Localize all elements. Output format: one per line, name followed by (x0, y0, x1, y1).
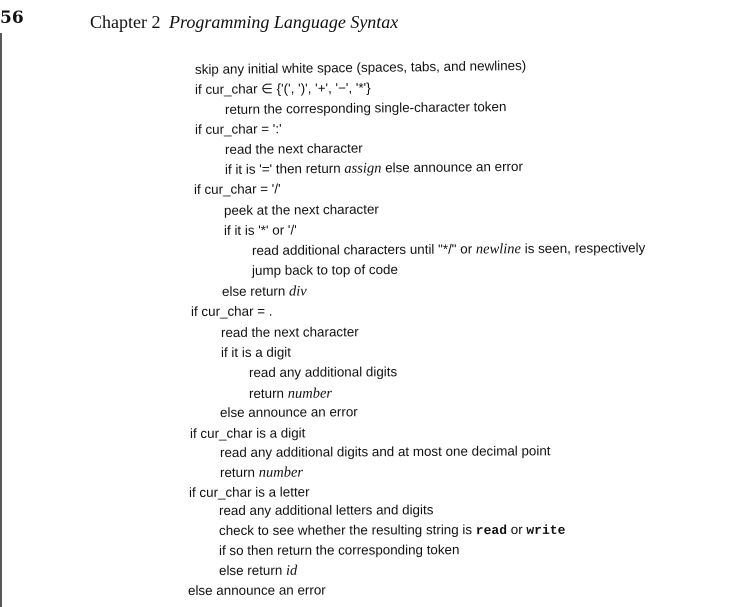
chapter-label: Chapter 2 (90, 12, 161, 32)
code-text: if cur_char = '/' (193, 181, 281, 197)
token-name: id (285, 562, 298, 579)
code-line (219, 501, 433, 520)
code-text: if so then return the corresponding token (218, 542, 460, 558)
code-text: read any additional digits and at most one decimal point (219, 443, 551, 460)
code-text: read any additional letters and digits (218, 502, 434, 518)
code-text: if cur_char is a digit (189, 425, 306, 441)
code-line (249, 363, 397, 382)
code-line (220, 464, 303, 482)
code-line (225, 98, 507, 119)
code-line (225, 140, 363, 159)
keyword-literal: write (526, 522, 566, 538)
token-name: newline (475, 241, 522, 258)
code-line (190, 424, 305, 443)
code-line (221, 323, 359, 342)
code-text: or (506, 521, 527, 537)
code-line (194, 180, 281, 199)
code-line (195, 57, 526, 79)
code-line (195, 120, 282, 139)
token-name: div (288, 283, 307, 300)
token-name: number (258, 464, 304, 481)
code-line (252, 239, 645, 260)
code-text: else return (218, 562, 287, 578)
code-text: check to see whether the resulting string is (218, 522, 476, 538)
code-text: read the next character (220, 324, 359, 340)
code-text: else announce an error (187, 582, 326, 598)
code-line (219, 541, 459, 560)
code-line (189, 483, 310, 502)
code-line (191, 303, 273, 321)
code-line (252, 261, 398, 280)
code-line (220, 403, 358, 422)
keyword-literal: read (475, 522, 508, 539)
code-text: if cur_char is a letter (188, 484, 310, 500)
code-line (219, 521, 565, 541)
code-text: if it is a digit (220, 344, 292, 360)
code-text: if cur_char ∈ {'(', ')', '+', '−', '*'} (194, 80, 371, 97)
code-text: skip any initial white space (spaces, tabs, and newlines) (194, 57, 527, 77)
code-text: if cur_char = ':' (194, 121, 282, 137)
code-line (220, 442, 551, 462)
code-line (222, 282, 307, 301)
code-text: else announce an error (381, 158, 523, 176)
token-name: assign (344, 160, 382, 177)
code-text: return the corresponding single-character token (224, 99, 507, 117)
code-text: if it is '=' then return (224, 160, 345, 177)
code-line (224, 221, 297, 240)
code-text: else return (221, 283, 290, 299)
code-text: if it is '*' or '/' (223, 222, 297, 238)
code-text: else announce an error (219, 404, 358, 420)
code-text: if cur_char = . (190, 303, 273, 319)
code-line (225, 158, 523, 179)
code-line (219, 562, 297, 580)
token-name: number (287, 385, 333, 402)
code-line (188, 582, 326, 600)
code-text: read the next character (224, 140, 363, 157)
code-text: jump back to top of code (251, 261, 398, 278)
code-text: read additional characters until "*/" or (251, 241, 476, 258)
code-line (249, 385, 332, 403)
code-line (221, 344, 291, 362)
code-text: return (219, 464, 259, 480)
page-number: 56 (0, 8, 24, 28)
code-line (195, 79, 371, 99)
code-text: is seen, respectively (520, 240, 646, 257)
code-text: return (248, 385, 288, 401)
chapter-title: Programming Language Syntax (168, 12, 399, 32)
code-text: peek at the next character (223, 201, 379, 218)
code-line (224, 201, 379, 220)
code-text: read any additional digits (248, 364, 398, 380)
